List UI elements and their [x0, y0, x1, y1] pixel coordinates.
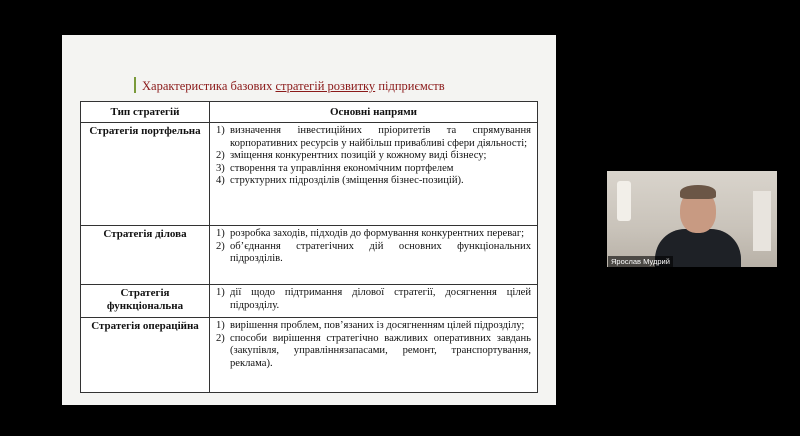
slide-title — [142, 79, 445, 93]
table-row — [81, 318, 538, 393]
participant-name-label: Ярослав Мудрий — [608, 256, 673, 267]
background-shelf — [753, 191, 771, 251]
strategy-directions — [210, 285, 538, 318]
title-prefix: Характеристика базових — [142, 79, 276, 93]
strategy-directions — [210, 226, 538, 285]
direction-item: 2) способи вирішення стратегічно важливих оперативних завдань (закупівля, управліннязапасами, ремонт, транспортування, реклама). — [216, 332, 531, 369]
strategy-type: Стратегія ділова — [81, 226, 210, 285]
strategy-type: Стратегія функціональна — [81, 285, 210, 318]
slide-title-bar — [134, 77, 445, 93]
strategy-type: Стратегія портфельна — [81, 123, 210, 226]
direction-item: 3) створення та управління економічним портфелем — [216, 162, 454, 174]
direction-item: 1) дії щодо підтримання ділової стратегії, досягнення цілей підрозділу. — [216, 287, 531, 311]
title-suffix: підприємств — [375, 79, 445, 93]
title-link[interactable]: стратегій розвитку — [275, 79, 376, 93]
header-directions: Основні напрями — [210, 102, 538, 123]
background-lamp — [617, 181, 631, 221]
direction-item: 1) вирішення проблем, пов’язаних із досягненням цілей підрозділу; — [216, 320, 525, 331]
header-type: Тип стратегій — [81, 102, 210, 123]
presentation-slide — [62, 35, 556, 405]
direction-item: 2) об’єднання стратегічних дій основних функціональних підрозділів. — [216, 240, 531, 265]
strategy-directions — [210, 123, 538, 226]
participant-hair — [680, 185, 716, 199]
table-row — [81, 226, 538, 285]
table-header-row — [81, 102, 538, 123]
table-row — [81, 285, 538, 318]
direction-item: 1) розробка заходів, підходів до формування конкурентних переваг; — [216, 228, 525, 239]
table-row — [81, 123, 538, 226]
strategies-table — [80, 101, 538, 393]
strategy-type: Стратегія операційна — [81, 318, 210, 393]
participant-video-tile[interactable] — [607, 171, 777, 267]
direction-item: 1) визначення інвестиційних пріоритетів та спрямування корпоративних ресурсів у найбільш привабливі сфери діяльності; — [216, 125, 531, 149]
direction-item: 4) структурних підрозділів (зміщення бізнес-позицій). — [216, 175, 464, 187]
direction-item: 2) зміщення конкурентних позицій у кожному виді бізнесу; — [216, 150, 487, 162]
strategy-directions — [210, 318, 538, 393]
